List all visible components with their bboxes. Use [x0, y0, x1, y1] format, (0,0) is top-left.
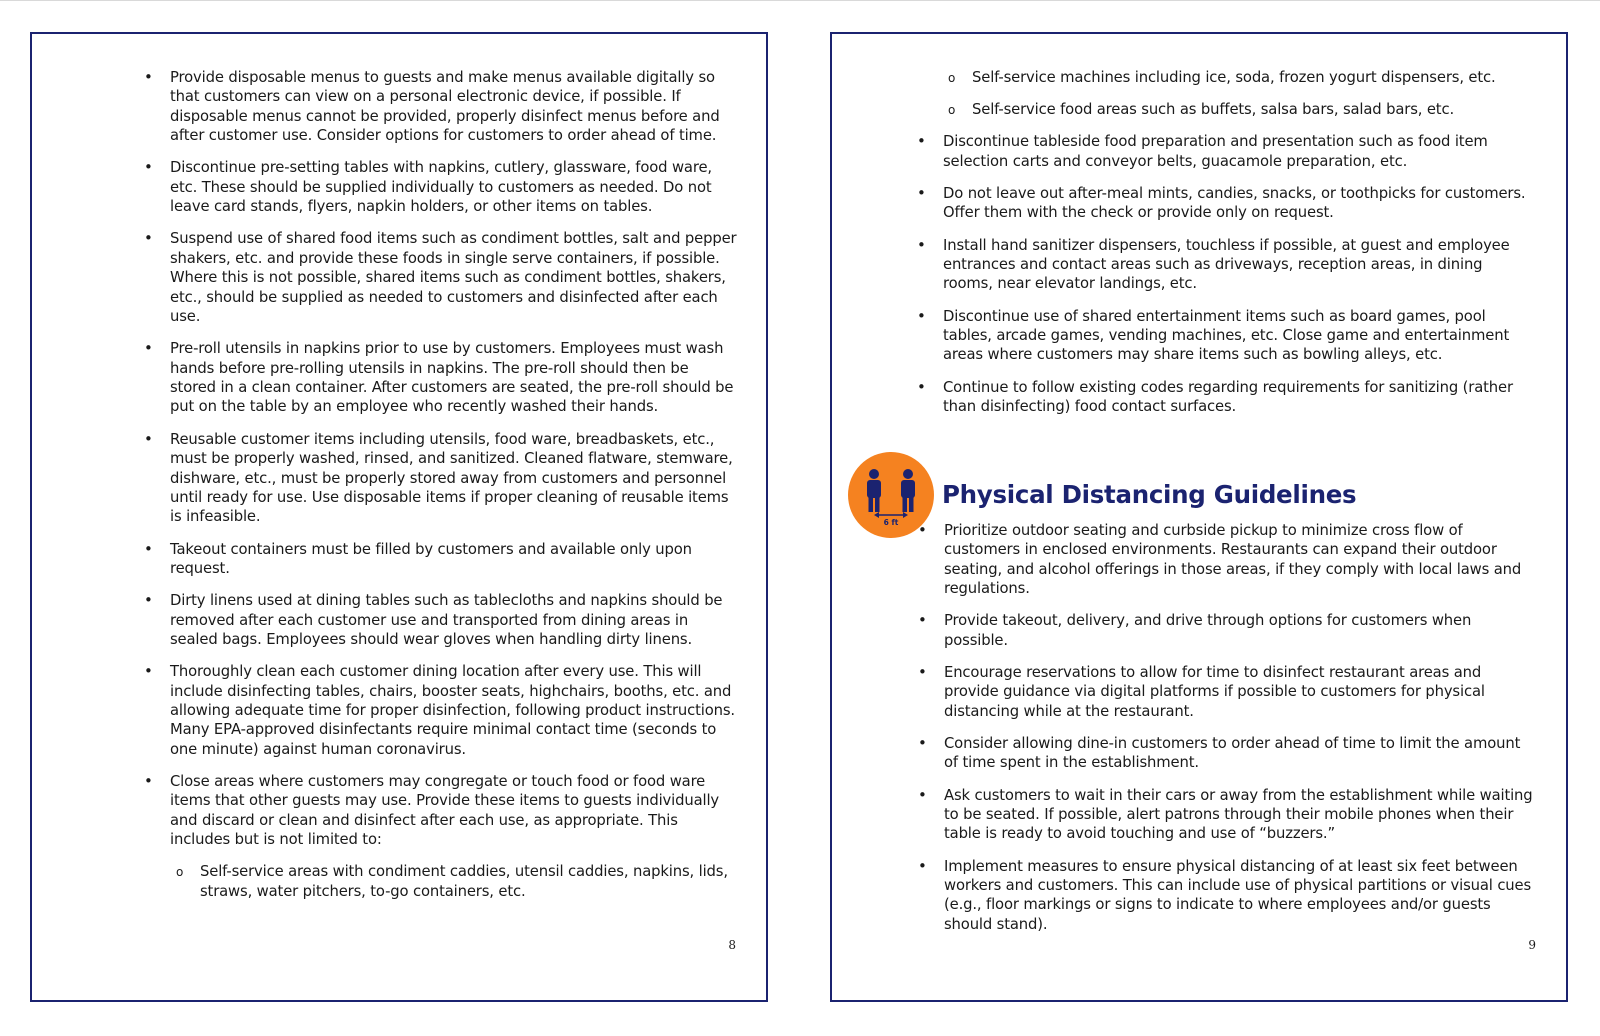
bullet-icon: • [144, 662, 153, 681]
bullet-icon: • [918, 785, 927, 804]
list-item: • Discontinue tableside food preparation and presentation such as food item selection carts and conveyor belts, guacamole preparation, etc. [917, 132, 1488, 170]
right-page-bullet-list-bottom [832, 521, 1566, 947]
bullet-icon: • [144, 591, 153, 610]
bullet-icon: • [918, 611, 927, 630]
bullet-icon: • [144, 229, 153, 248]
sub-bullet-icon: o [176, 865, 184, 880]
list-item: • Dirty linens used at dining tables such as tablecloths and napkins should be removed after each customer use and transported from dining areas in sealed bags. Employees should wear gloves when handling dirty linens. [144, 591, 723, 648]
list-item: • Takeout containers must be filled by customers and available only upon request. [144, 539, 692, 577]
list-item: • Discontinue use of shared entertainment items such as board games, pool tables, arcade games, vending machines, etc. Close game and entertainment areas where customers may share items such as bowling alleys, etc. [917, 306, 1510, 364]
bullet-icon: • [917, 306, 926, 325]
page-number: 8 [728, 938, 736, 952]
list-item: • Encourage reservations to allow for time to disinfect restaurant areas and provide guidance via digital platforms if possible to customers for physical distancing while at the restaurant. [918, 663, 1485, 720]
bullet-icon: • [917, 132, 926, 151]
list-item: • Provide disposable menus to guests and make menus available digitally so that customers can view on a personal electronic device, if possible. If disposable menus cannot be provided, properly disinfect menus before and after customer use. Consider options for customers to order ahead of time. [144, 68, 720, 145]
list-item: • Consider allowing dine-in customers to order ahead of time to limit the amount of time spent in the establishment. [918, 734, 1521, 772]
bullet-icon: • [144, 339, 153, 358]
list-item: • Prioritize outdoor seating and curbside pickup to minimize cross flow of customers in enclosed environments. Restaurants can expand their outdoor seating, and alcohol offerings in those areas, if they comply with local laws and regulations. [918, 521, 1522, 598]
list-item: • Implement measures to ensure physical distancing of at least six feet between workers and customers. This can include use of physical partitions or visual cues (e.g., floor markings or signs to indicate to where employees and/or guests should stand). [918, 856, 1532, 933]
viewer-top-border [0, 0, 1600, 1]
sub-bullet-icon: o [948, 71, 956, 85]
list-item: • Install hand sanitizer dispensers, touchless if possible, at guest and employee entrances and contact areas such as driveways, reception areas, in dining rooms, near elevator landings, etc. [917, 235, 1510, 293]
sub-bullet-icon: o [948, 103, 956, 118]
bullet-icon: • [144, 68, 153, 86]
list-item: • Pre-roll utensils in napkins prior to use by customers. Employees must wash hands before pre-rolling utensils in napkins. The pre-roll should then be stored in a clean container. After customers are seated, the pre-roll should be put on the table by an employee who recently washed their hands. [144, 339, 734, 416]
page-number: 9 [1528, 938, 1536, 952]
bullet-icon: • [917, 184, 926, 203]
bullet-icon: • [918, 856, 927, 875]
sub-list-item: o Self-service food areas such as buffets, salsa bars, salad bars, etc. [972, 100, 1526, 119]
page-8 [30, 32, 768, 1002]
sub-list-item: o Self-service areas with condiment caddies, utensil caddies, napkins, lids, straws, water pitchers, to-go containers, etc. [176, 863, 728, 900]
bullet-icon: • [918, 663, 927, 682]
list-item: • Discontinue pre-setting tables with napkins, cutlery, glassware, food ware, etc. These should be supplied individually to customers as needed. Do not leave card stands, flyers, napkin holders, or other items on tables. [144, 158, 712, 216]
list-item: • Do not leave out after-meal mints, candies, snacks, or toothpicks for customers. Offer them with the check or provide only on request. [917, 184, 1526, 222]
list-item: • Close areas where customers may congregate or touch food or food ware items that other guests may use. Provide these items to guests individually and discard or clean and disinfect after each use, as appropriate. This includes but is not limited to: [144, 771, 720, 849]
right-page-bullet-list-top [832, 68, 1566, 429]
bullet-icon: • [144, 429, 153, 448]
bullet-icon: • [144, 539, 153, 558]
list-item: • Suspend use of shared food items such as condiment bottles, salt and pepper shakers, etc. and provide these foods in single serve containers, if possible. Where this is not possible, shared items such as condiment bottles, shakers, etc., should be supplied as needed to customers and disinfected after each use. [144, 229, 737, 326]
icon-distance-label: 6 ft [883, 518, 899, 527]
bullet-icon: • [144, 771, 153, 790]
left-page-bullet-list [32, 68, 766, 914]
bullet-icon: • [918, 521, 927, 539]
section-title: Physical Distancing Guidelines [942, 480, 1357, 509]
list-item: • Thoroughly clean each customer dining location after every use. This will include disinfecting tables, chairs, booster seats, highchairs, booths, etc. and allowing adequate time for proper disinfection, following product instructions. Many EPA-approved disinfectants require minimal contact time (seconds to one minute) against human coronavirus. [144, 662, 735, 758]
list-item: • Reusable customer items including utensils, food ware, breadbaskets, etc., must be properly washed, rinsed, and sanitized. Cleaned flatware, stemware, dishware, etc., must be properly stored away from customers and personnel until ready for use. Use disposable items if proper cleaning of reusable items is infeasible. [144, 429, 733, 526]
list-item: • Provide takeout, delivery, and drive through options for customers when possible. [918, 611, 1472, 649]
bullet-icon: • [144, 158, 153, 177]
bullet-icon: • [917, 377, 926, 396]
sub-list-item: o Self-service machines including ice, soda, frozen yogurt dispensers, etc. [972, 68, 1526, 87]
list-item: • Continue to follow existing codes regarding requirements for sanitizing (rather than disinfecting) food contact surfaces. [917, 377, 1513, 416]
bullet-icon: • [918, 734, 927, 753]
list-item: • Ask customers to wait in their cars or away from the establishment while waiting to be seated. If possible, alert patrons through their mobile phones when their table is ready to avoid touching and use of “buzzers.” [918, 785, 1533, 843]
page-9 [830, 32, 1568, 1002]
bullet-icon: • [917, 235, 926, 254]
